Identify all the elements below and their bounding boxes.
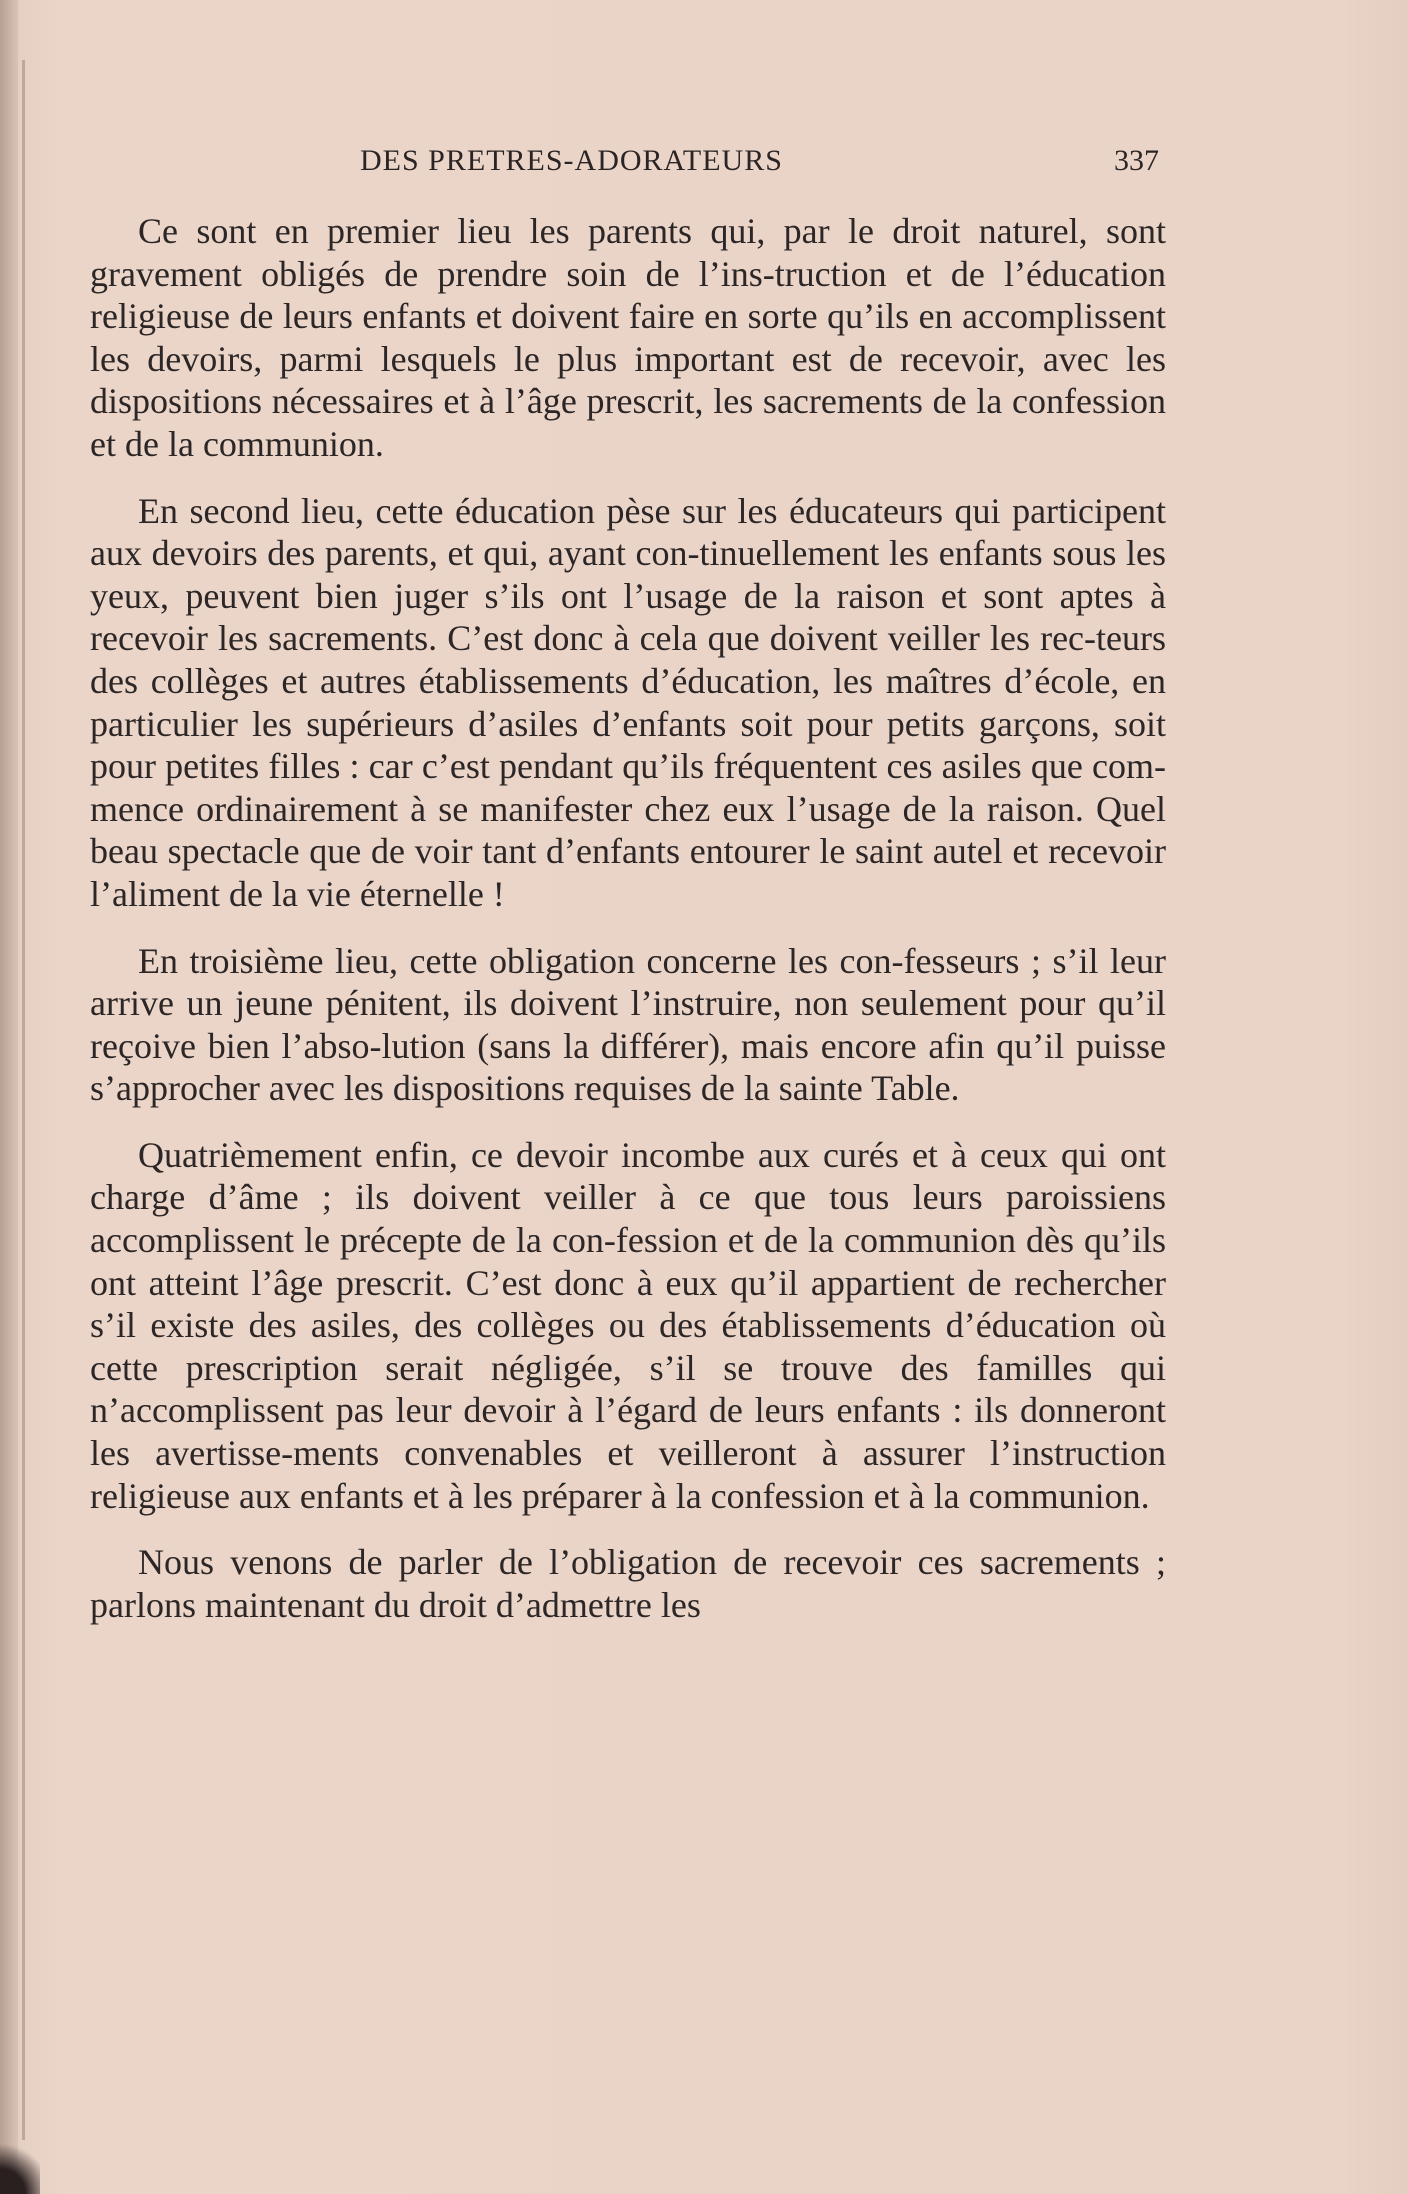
paragraph-4: Quatrièmement enfin, ce devoir incombe aux curés et à ceux qui ont charge d’âme ; ils doivent veiller à ce que tous leurs paroissiens accomplissent le précepte de la con-fession et de la communion dès qu’ils ont atteint l’âge prescrit. C’est donc à eux qu’il appartient de rechercher s’il existe des asiles, des collèges ou des établissements d’éducation où cette prescription serait négligée, s’il se trouve des familles qui n’accomplissent pas leur devoir à l’égard de leurs enfants : ils donneront les avertisse-ments convenables et veilleront à assurer l’instruction religieuse aux enfants et à les préparer à la confession et à la communion. <box>90 1134 1166 1516</box>
running-title: DES PRETRES-ADORATEURS <box>360 144 783 177</box>
page-binding-edge <box>0 0 18 2194</box>
paragraph-1: Ce sont en premier lieu les parents qui, par le droit naturel, sont gravement obligés de prendre soin de l’ins-truction et de l’éducation religieuse de leurs enfants et doivent faire en sorte qu’ils en accomplissent les devoirs, parmi lesquels le plus important est de recevoir, avec les dispositions nécessaires et à l’âge prescrit, les sacrements de la confession et de la communion. <box>90 211 1166 464</box>
body-text <box>90 210 1166 1650</box>
paragraph-2: En second lieu, cette éducation pèse sur les éducateurs qui participent aux devoirs des parents, et qui, ayant con-tinuellement les enfants sous les yeux, peuvent bien juger s’ils ont l’usage de la raison et sont aptes à recevoir les sacrements. C’est donc à cela que doivent veiller les rec-teurs des collèges et autres établissements d’éducation, les maîtres d’école, en particulier les supérieurs d’asiles d’enfants soit pour petits garçons, soit pour petites filles : car c’est pendant qu’ils fréquentent ces asiles que com-mence ordinairement à se manifester chez eux l’usage de la raison. Quel beau spectacle que de voir tant d’enfants entourer le saint autel et recevoir l’aliment de la vie éternelle ! <box>90 490 1166 914</box>
page-number: 337 <box>1114 144 1159 177</box>
paragraph-5: Nous venons de parler de l’obligation de recevoir ces sacrements ; parlons maintenant du droit d’admettre les <box>90 1542 1166 1625</box>
paragraph-3: En troisième lieu, cette obligation concerne les con-fesseurs ; s’il leur arrive un jeune pénitent, ils doivent l’instruire, non seulement pour qu’il reçoive bien l’abso-lution (sans la différer), mais encore afin qu’il puisse s’approcher avec les dispositions requises de la sainte Table. <box>90 940 1166 1109</box>
corner-shadow <box>0 2134 40 2194</box>
binding-fold-line <box>22 60 25 2140</box>
